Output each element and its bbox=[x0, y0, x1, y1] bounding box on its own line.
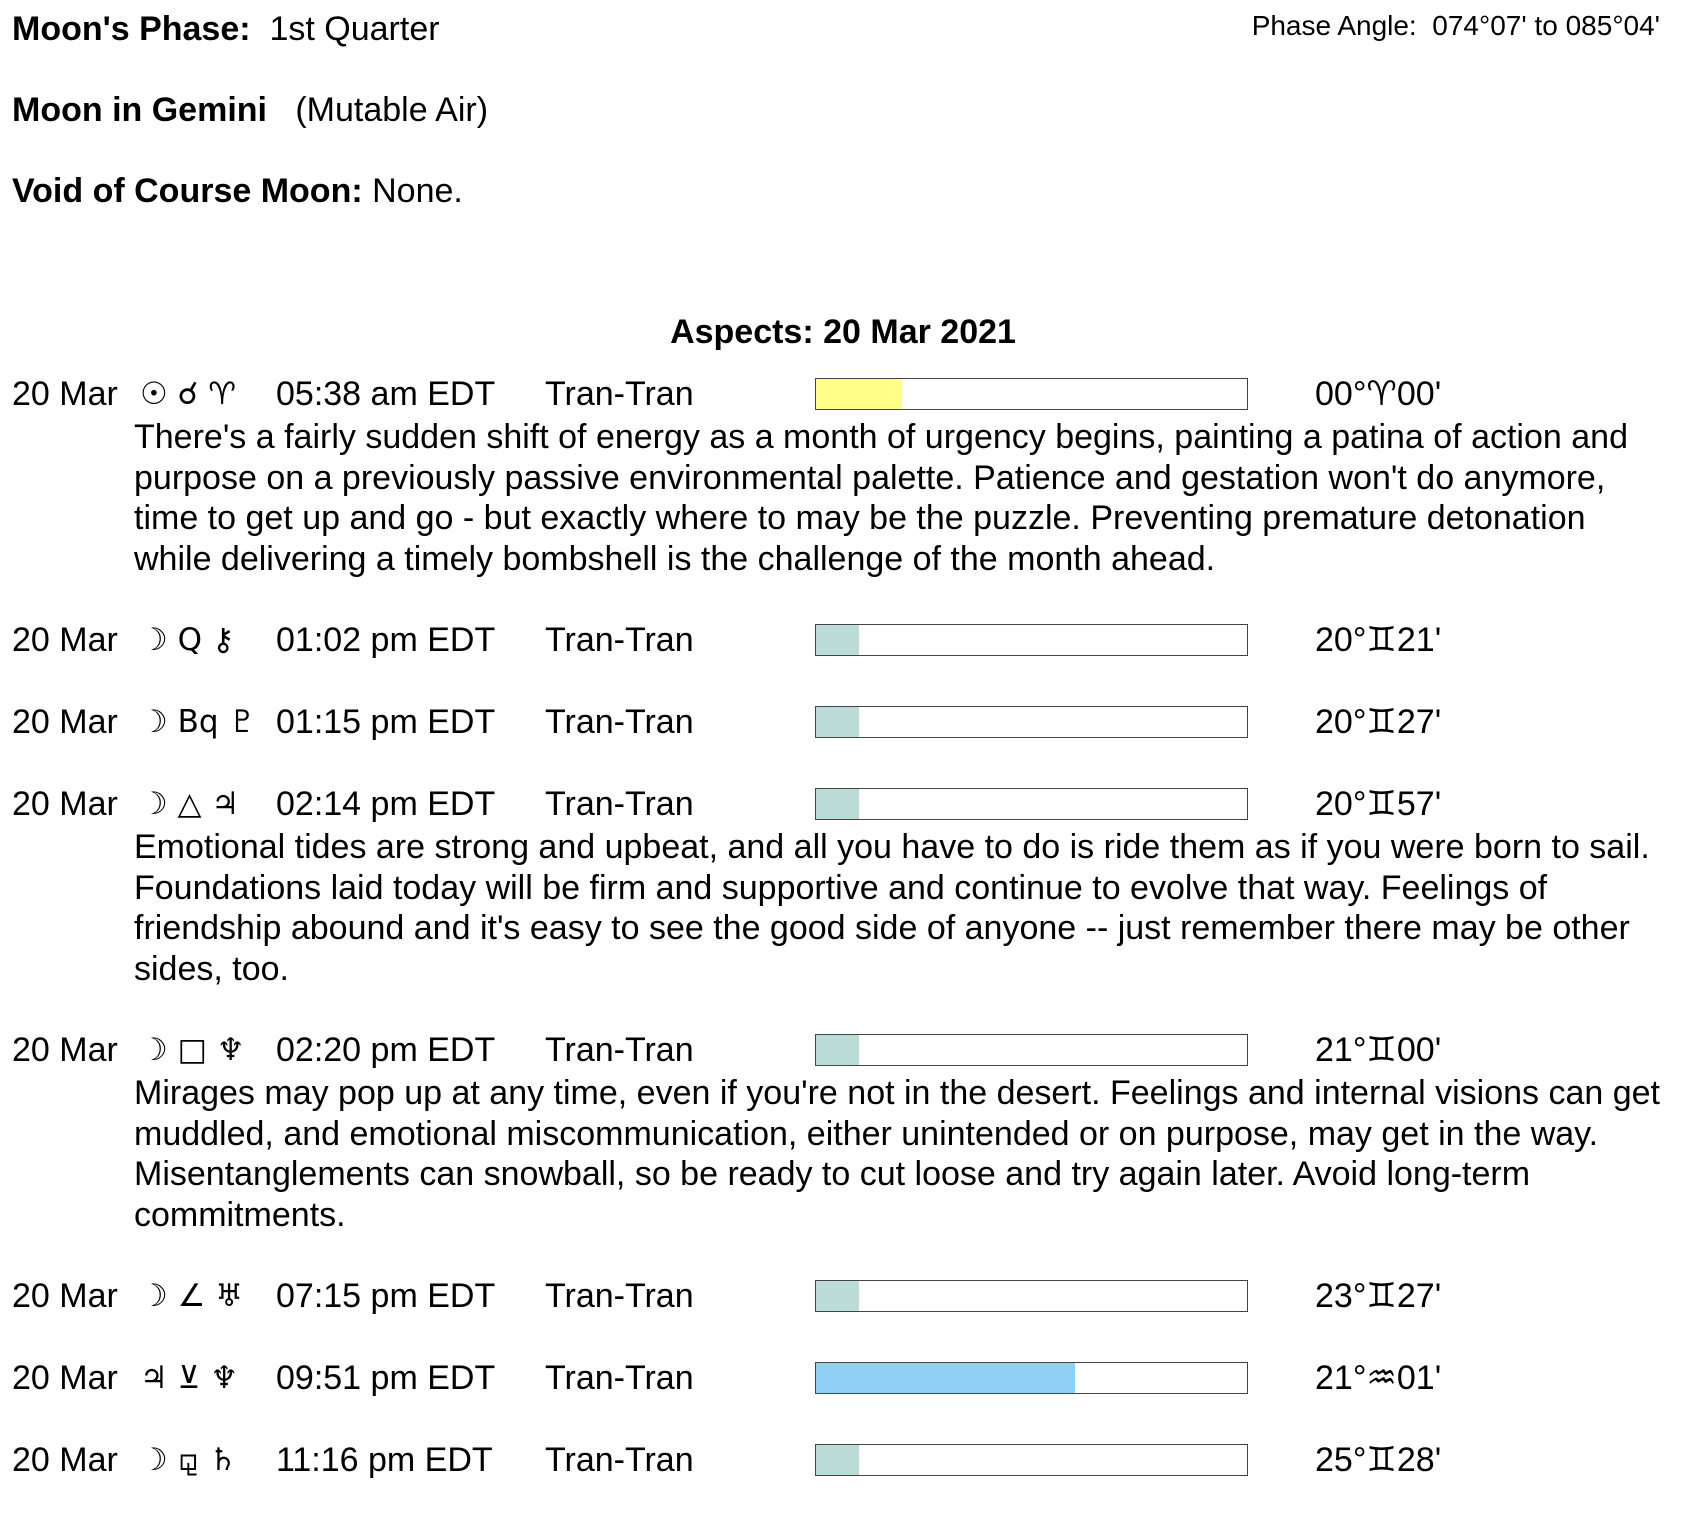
aspect-date: 20 Mar bbox=[12, 703, 118, 741]
aspect-item bbox=[0, 1029, 1686, 1235]
aspect-time: 05:38 am EDT bbox=[276, 375, 496, 413]
moon-phase-label: Moon's Phase: bbox=[12, 10, 251, 48]
aspects-title: Aspects: 20 Mar 2021 bbox=[670, 313, 1016, 351]
void-of-course-value: None. bbox=[372, 172, 463, 210]
aspect-glyphs: ☽ ∠ ♅ bbox=[140, 1278, 244, 1314]
aspect-type: Tran-Tran bbox=[545, 621, 694, 659]
strength-bar-fill bbox=[816, 789, 859, 819]
aspect-type: Tran-Tran bbox=[545, 375, 694, 413]
strength-bar bbox=[815, 788, 1248, 820]
aspect-type: Tran-Tran bbox=[545, 1441, 694, 1479]
moon-phase-value: 1st Quarter bbox=[269, 10, 440, 48]
aspect-description: There's a fairly sudden shift of energy as a month of urgency begins, painting a patina of action and purpose on a previously passive environmental palette. Patience and gestation won't do anymore, time to get up and go - but exactly where to may be the puzzle. Preventing premature detonation while delivering a timely bombshell is the challenge of the month ahead. bbox=[134, 418, 1628, 578]
aspect-time: 01:02 pm EDT bbox=[276, 621, 496, 659]
aspect-position: 20°♊57' bbox=[1315, 785, 1442, 823]
aspect-date: 20 Mar bbox=[12, 1359, 118, 1397]
aspect-item bbox=[0, 619, 1686, 661]
aspect-item bbox=[0, 1439, 1686, 1481]
aspect-glyphs: ☽ □ ♆ bbox=[140, 1032, 245, 1068]
aspect-date: 20 Mar bbox=[12, 1277, 118, 1315]
aspect-date: 20 Mar bbox=[12, 1031, 118, 1069]
aspect-item bbox=[0, 373, 1686, 579]
aspect-row bbox=[0, 1357, 1686, 1399]
aspect-row bbox=[0, 1439, 1686, 1481]
strength-bar-fill bbox=[816, 1281, 859, 1311]
moon-phase-line bbox=[12, 10, 440, 49]
strength-bar-fill bbox=[816, 379, 902, 409]
aspect-time: 01:15 pm EDT bbox=[276, 703, 496, 741]
aspect-time: 09:51 pm EDT bbox=[276, 1359, 496, 1397]
strength-bar bbox=[815, 624, 1248, 656]
aspect-position: 21°♊00' bbox=[1315, 1031, 1442, 1069]
aspect-item bbox=[0, 1357, 1686, 1399]
aspect-glyphs: ☉ ☌ ♈ bbox=[140, 376, 237, 412]
strength-bar bbox=[815, 1280, 1248, 1312]
aspect-row bbox=[0, 373, 1686, 415]
aspect-list bbox=[0, 373, 1686, 1521]
aspect-type: Tran-Tran bbox=[545, 1031, 694, 1069]
moon-sign-value: (Mutable Air) bbox=[295, 91, 489, 129]
aspect-time: 11:16 pm EDT bbox=[276, 1441, 493, 1479]
moon-sign-line bbox=[12, 91, 488, 130]
phase-angle bbox=[1252, 10, 1660, 42]
aspect-position: 25°♊28' bbox=[1315, 1441, 1442, 1479]
aspect-type: Tran-Tran bbox=[545, 703, 694, 741]
strength-bar bbox=[815, 1362, 1248, 1394]
aspect-position: 20°♊27' bbox=[1315, 703, 1442, 741]
aspect-item bbox=[0, 701, 1686, 743]
aspect-row bbox=[0, 783, 1686, 825]
aspect-date: 20 Mar bbox=[12, 375, 118, 413]
aspect-glyphs: ☽ Q ⚷ bbox=[140, 622, 235, 658]
aspect-time: 07:15 pm EDT bbox=[276, 1277, 496, 1315]
aspect-item bbox=[0, 1275, 1686, 1317]
strength-bar bbox=[815, 378, 1248, 410]
aspect-date: 20 Mar bbox=[12, 785, 118, 823]
aspect-position: 23°♊27' bbox=[1315, 1277, 1442, 1315]
strength-bar bbox=[815, 706, 1248, 738]
aspect-time: 02:20 pm EDT bbox=[276, 1031, 496, 1069]
aspect-time: 02:14 pm EDT bbox=[276, 785, 496, 823]
aspect-type: Tran-Tran bbox=[545, 785, 694, 823]
aspect-position: 20°♊21' bbox=[1315, 621, 1442, 659]
strength-bar-fill bbox=[816, 1445, 859, 1475]
aspect-position: 00°♈00' bbox=[1315, 375, 1442, 413]
aspect-glyphs: ☽ ⚼ ♄ bbox=[140, 1442, 237, 1478]
phase-angle-value: 074°07' to 085°04' bbox=[1432, 10, 1660, 41]
aspect-row bbox=[0, 1029, 1686, 1071]
aspect-position: 21°♒01' bbox=[1315, 1359, 1442, 1397]
aspect-glyphs: ♃ ⊻ ♆ bbox=[140, 1360, 238, 1396]
aspect-glyphs: ☽ Bq ♇ bbox=[140, 704, 257, 740]
phase-angle-label: Phase Angle: bbox=[1251, 10, 1417, 41]
aspect-description: Mirages may pop up at any time, even if you're not in the desert. Feelings and internal visions can get muddled, and emotional miscommunication, either unintended or on purpose, may get in the way. Misentanglements can snowball, so be ready to cut loose and try again later. Avoid long-term commitments. bbox=[134, 1074, 1660, 1234]
strength-bar bbox=[815, 1444, 1248, 1476]
aspect-item bbox=[0, 783, 1686, 989]
aspect-row bbox=[0, 619, 1686, 661]
void-of-course-line bbox=[12, 172, 463, 211]
strength-bar-fill bbox=[816, 1035, 859, 1065]
aspect-date: 20 Mar bbox=[12, 1441, 118, 1479]
void-of-course-label: Void of Course Moon: bbox=[12, 172, 363, 210]
aspect-row bbox=[0, 701, 1686, 743]
aspect-type: Tran-Tran bbox=[545, 1359, 694, 1397]
aspect-date: 20 Mar bbox=[12, 621, 118, 659]
aspect-row bbox=[0, 1275, 1686, 1317]
aspect-type: Tran-Tran bbox=[545, 1277, 694, 1315]
strength-bar-fill bbox=[816, 625, 859, 655]
moon-sign-label: Moon in Gemini bbox=[12, 91, 267, 129]
aspect-description: Emotional tides are strong and upbeat, and all you have to do is ride them as if you were born to sail. Foundations laid today will be firm and supportive and continue to evolve that way. Feelings of friendship abound and it's easy to see the good side of anyone -- just remember there may be other sides, too. bbox=[134, 828, 1650, 988]
strength-bar-fill bbox=[816, 707, 859, 737]
strength-bar-fill bbox=[816, 1363, 1075, 1393]
aspect-glyphs: ☽ △ ♃ bbox=[140, 786, 240, 822]
strength-bar bbox=[815, 1034, 1248, 1066]
